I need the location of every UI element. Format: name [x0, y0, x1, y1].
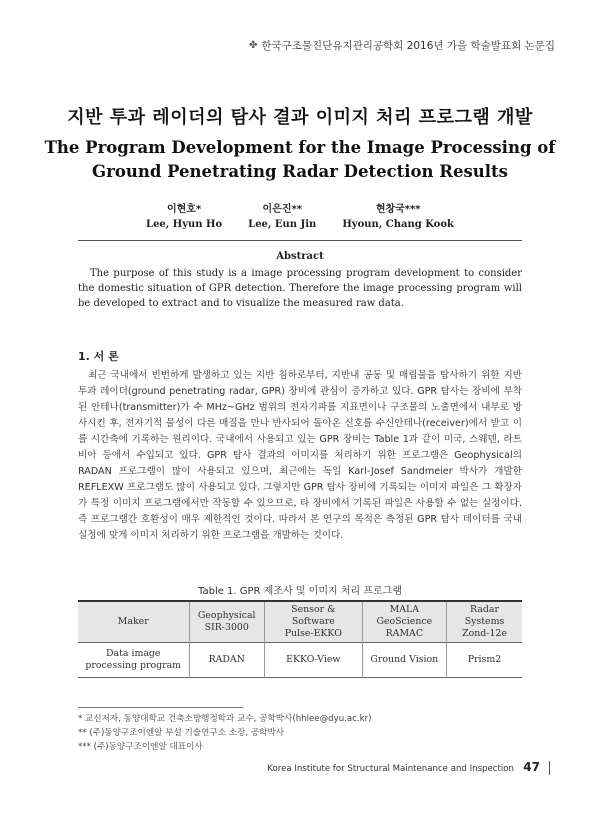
author-name-korean: 이은진** — [262, 204, 302, 215]
abstract-text: The purpose of this study is a image processing program development to consider the domestic situation of GPR detection. Therefore the image processing program will be developed to extract and to visualize the measured raw data. — [78, 268, 522, 309]
journal-header — [249, 38, 555, 53]
footnote-2: ** (주)동양구조이엔알 부설 기술연구소 소장, 공학박사 — [78, 728, 285, 738]
header-maker: Maker — [117, 616, 149, 627]
footnotes — [78, 712, 371, 754]
cell-prism2: Prism2 — [447, 643, 523, 678]
header-radar-systems: Radar Systems Zond-12e — [447, 601, 523, 643]
section-heading: 1. 서 론 — [78, 350, 119, 363]
footer-institute: Korea Institute for Structural Maintenance and Inspection — [267, 764, 514, 774]
title-english-line2: Ground Penetrating Radar Detection Results — [92, 162, 508, 181]
table-caption: Table 1. GPR 제조사 및 이미지 처리 프로그램 — [198, 586, 402, 597]
cell-ground-vision: Ground Vision — [362, 643, 446, 678]
cell-radan: RADAN — [189, 643, 264, 678]
title-korean: 지반 투과 레이더의 탐사 결과 이미지 처리 프로그램 개발 — [67, 107, 533, 128]
author-name-english: Lee, Hyun Ho — [146, 219, 223, 230]
section-body: 최근 국내에서 빈번하게 발생하고 있는 지반 침하로부터, 지반내 공동 및 매립물을 탐사하기 위한 지반 투과 레이더(ground penetrating radar, GPR) 장비에 관심이 증가하고 있다. GPR 탐사는 장비에 부착된 안테나(transmitter)가 수 MHz~GHz 범위의 전자기파를 지표면이나 구조물의 노출면에서 내부로 방사시킨 후, 전자기적 물성이 다른 매질을 만나 반사되어 돌아온 신호를 수신안테나(receiver)에서 받고 이를 시간축에 기록하는 원리이다. 국내에서 사용되고 있는 GPR 장비는 Table 1과 같이 미국, 스웨덴, 라트비아 등에서 수입되고 있다. GPR 탐사 결과의 이미지를 처리하기 위한 프로그램은 Geophysical의 RADAN 프로그램이 많이 사용되고 있으며, 최근에는 독일 Karl-Josef Sandmeier 박사가 개발한 REFLEXW 프로그램도 많이 사용되고 있다. 그렇지만 GPR 탐사 장비에 기록되는 이미지 파일은 그 확장자가 특정 이미지 프로그램에서만 작동할 수 있으므로, 타 장비에서 기록된 파일은 사용할 수 없는 실정이다. 즉 프로그램간 호환성이 매우 제한적인 것이다. 따라서 본 연구의 목적은 측정된 GPR 탐사 데이터를 국내 실정에 맞게 이미지 처리하기 위한 프로그램을 개발하는 것이다. — [78, 370, 522, 541]
author-list — [0, 202, 600, 232]
author-name-korean: 현창국*** — [375, 204, 421, 215]
row-label: Data image processing program — [85, 648, 182, 671]
header-geophysical: Geophysical SIR-3000 — [189, 601, 264, 643]
page-number: 47 — [523, 760, 540, 774]
abstract-heading: Abstract — [276, 251, 324, 262]
author-1 — [146, 202, 222, 232]
sparkle-bullet-icon: ✤ — [248, 40, 258, 51]
table-row — [78, 643, 522, 678]
author-3 — [342, 202, 454, 232]
author-name-korean: 이현호* — [166, 204, 202, 215]
author-name-english: Hyoun, Chang Kook — [342, 219, 454, 230]
footnote-divider — [78, 707, 243, 708]
gpr-table — [78, 600, 522, 678]
author-2 — [248, 202, 316, 232]
title-english — [0, 136, 600, 184]
journal-name: 한국구조물진단유지관리공학회 2016년 가을 학술발표회 논문집 — [261, 40, 555, 52]
footnote-3: *** (주)동양구조이엔알 대표이사 — [78, 742, 203, 752]
table-header-row — [78, 601, 522, 643]
title-english-line1: The Program Development for the Image Processing of — [44, 138, 556, 157]
divider — [78, 240, 522, 241]
footnote-1: * 교신저자, 동양대학교 건축소방행정학과 교수, 공학박사(hhlee@dyu.ac.kr) — [78, 714, 372, 724]
page-number-bar — [549, 761, 550, 775]
header-sensor-software: Sensor & Software Pulse-EKKO — [264, 601, 362, 643]
author-name-english: Lee, Eun Jin — [248, 219, 317, 230]
cell-ekko-view: EKKO-View — [264, 643, 362, 678]
header-mala: MALA GeoScience RAMAC — [362, 601, 446, 643]
